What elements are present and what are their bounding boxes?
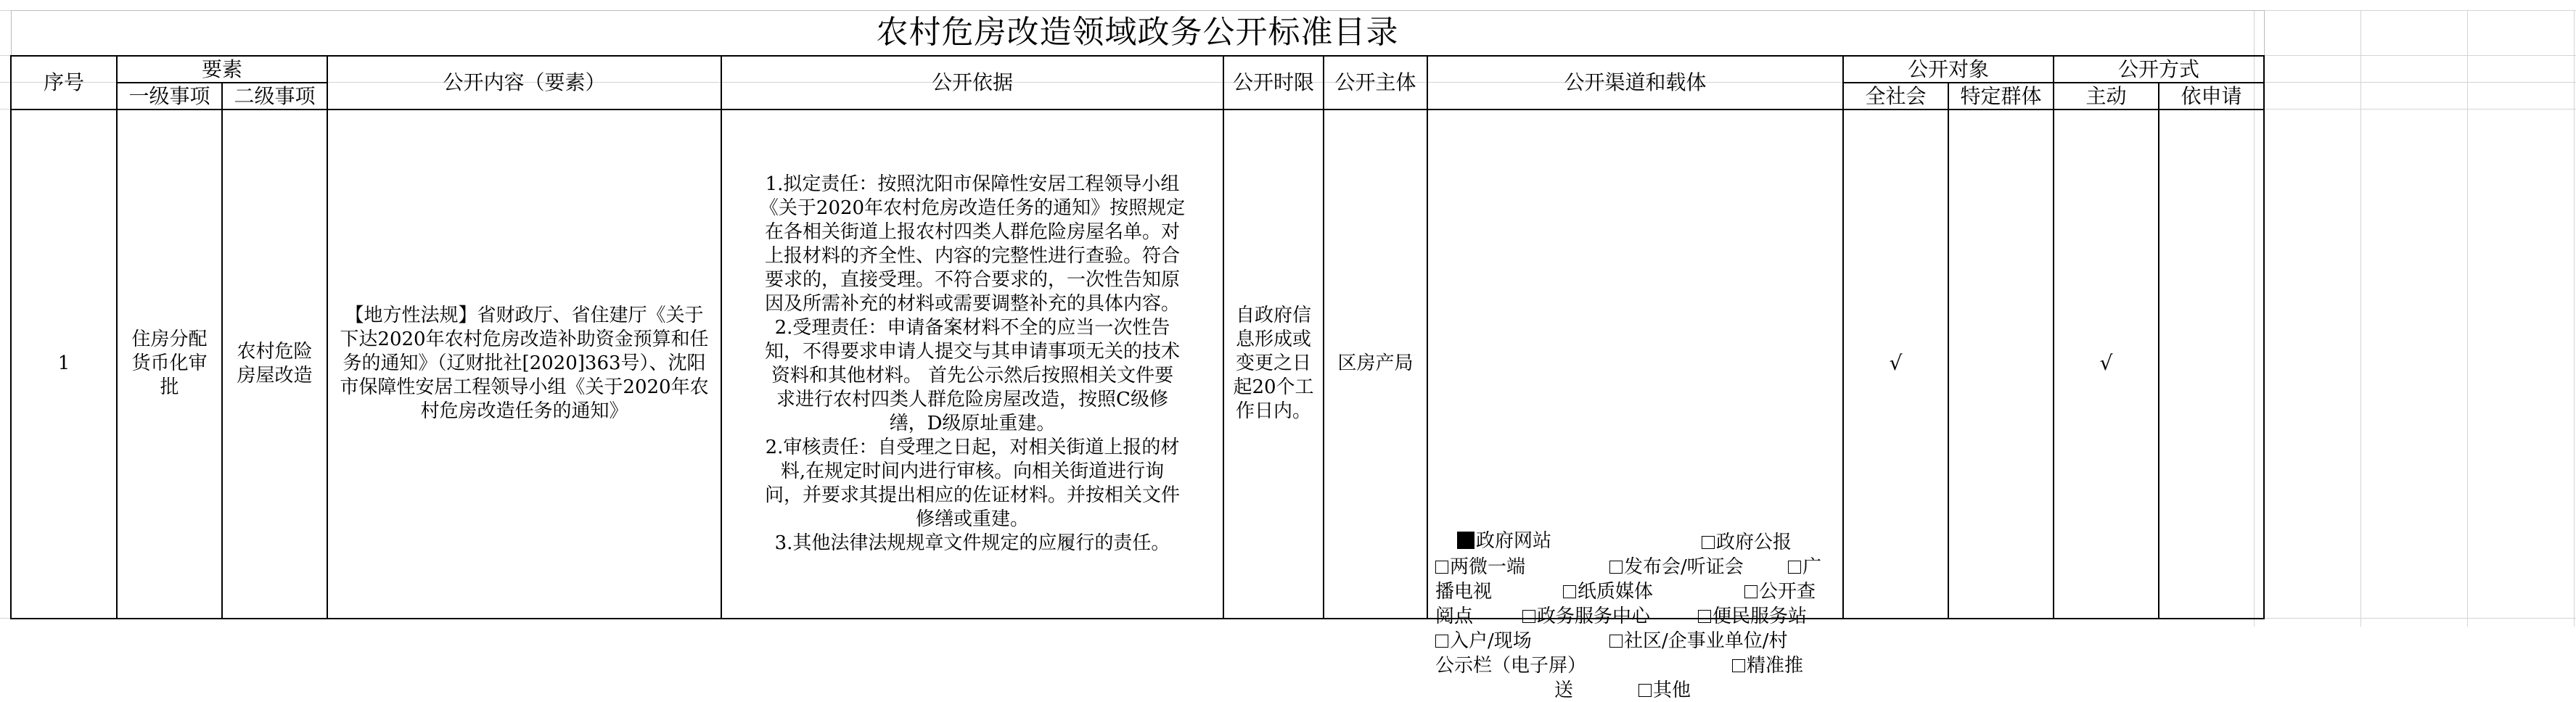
subject-value: 区房产局: [1337, 352, 1414, 374]
checkbox-icon: [1563, 585, 1576, 598]
channel-label: 政府公报: [1716, 531, 1792, 553]
level1-value: 住房分配货币化审批: [131, 329, 208, 398]
level2-value: 农村危险房屋改造: [237, 340, 313, 387]
cell-content: [327, 110, 721, 619]
channel-door: [1435, 629, 1532, 653]
channel-label: 纸质媒体: [1578, 580, 1654, 603]
grid-col-line: [2360, 10, 2361, 627]
basis-line: 上报材料的齐全性、内容的完整性进行查验。符合: [764, 244, 1180, 267]
check-mark: √: [2099, 351, 2113, 375]
channel-reading: [1744, 580, 1816, 603]
channel-label: 政务服务中心: [1537, 605, 1651, 627]
cell-audience-all: [1843, 110, 1948, 619]
checkbox-icon: [1522, 610, 1535, 623]
content-value: 【地方性法规】省财政厅、省住建厅《关于下达2020年农村危房改造补助资金预算和任务的通知》（辽财批社[2020]363号）、沈阳市保障性安居工程领导小组《关于2020年农村危房改造任务的通知》: [340, 305, 709, 422]
seq-value: 1: [57, 352, 70, 374]
checkbox-icon: [1435, 561, 1448, 574]
basis-line: 2.受理责任：申请备案材料不全的应当一次性告: [774, 316, 1170, 339]
time-limit-value: 自政府信息形成或变更之日起20个工作日内。: [1233, 305, 1314, 422]
checkbox-icon: [1698, 610, 1711, 623]
basis-line: 2.审核责任：自受理之日起，对相关街道上报的材: [765, 436, 1180, 458]
channel-label: 送: [1554, 679, 1574, 701]
cell-level1: [117, 110, 222, 619]
basis-text: [722, 173, 1223, 556]
header-seq: 序号: [11, 56, 117, 110]
cell-audience-specific: [1948, 110, 2054, 619]
catalog-table: [10, 10, 2265, 701]
channel-gazette: [1702, 531, 1792, 554]
grid-col-line: [2467, 10, 2468, 627]
channel-label: 政府网站: [1476, 529, 1552, 552]
channel-paper: [1563, 580, 1653, 603]
cell-method-active: [2054, 110, 2159, 619]
checkbox-icon: [1609, 561, 1623, 574]
cell-time-limit: [1223, 110, 1324, 619]
page-title: 农村危房改造领域政务公开标准目录: [11, 11, 2264, 56]
channel-two-micro: [1435, 556, 1525, 579]
checkbox-icon: [1788, 561, 1801, 574]
grid-col-line: [2574, 10, 2575, 627]
channel-push-cont: [1554, 679, 1573, 702]
basis-line: 求进行农村四类人群危险房屋改造，按照C级修: [776, 388, 1168, 410]
channel-other: [1638, 679, 1691, 702]
basis-line: 问，并要求其提出相应的佐证材料。并按相关文件: [764, 484, 1180, 506]
channel-bulletin: [1435, 654, 1586, 677]
header-level2: 二级事项: [222, 83, 327, 110]
cell-level2: [222, 110, 327, 619]
cell-seq: [11, 110, 117, 619]
header-audience-all: 全社会: [1843, 83, 1948, 110]
channel-broadcast: [1788, 556, 1821, 579]
channel-broadcast-cont: [1435, 580, 1492, 603]
channel-label: 播电视: [1435, 580, 1493, 603]
channel-push: [1732, 654, 1803, 677]
cell-channels: [1427, 110, 1843, 701]
checkbox-icon: [1435, 635, 1448, 648]
cell-basis: [721, 110, 1223, 619]
channel-label: 阅点: [1435, 605, 1474, 627]
channel-label: 精准推: [1747, 654, 1804, 677]
header-content: 公开内容（要素）: [327, 56, 721, 110]
channel-label: 社区/企事业单位/村: [1624, 629, 1788, 652]
header-level1: 一级事项: [117, 83, 222, 110]
header-channels: 公开渠道和载体: [1427, 56, 1843, 110]
header-audience: 公开对象: [1843, 56, 2054, 83]
channel-press: [1609, 556, 1744, 579]
channel-label: 公开查: [1759, 580, 1816, 603]
cell-method-request: [2159, 110, 2264, 619]
channel-reading-cont: [1435, 605, 1473, 628]
header-time-limit: 公开时限: [1223, 56, 1324, 110]
basis-line: 1.拟定责任：按照沈阳市保障性安居工程领导小组: [765, 173, 1180, 195]
channel-service-center: [1522, 605, 1650, 628]
basis-line: 《关于2020年农村危房改造任务的通知》按照规定: [759, 197, 1186, 219]
header-subject: 公开主体: [1324, 56, 1427, 110]
basis-line: 3.其他法律法规规章文件规定的应履行的责任。: [774, 532, 1170, 554]
basis-line: 缮，D级原址重建。: [889, 412, 1056, 434]
channel-label: 两微一端: [1450, 556, 1526, 578]
header-basis: 公开依据: [721, 56, 1223, 110]
channel-gov-site: [1457, 529, 1551, 553]
header-method-active: 主动: [2054, 83, 2159, 110]
basis-line: 要求的，直接受理。不符合要求的，一次性告知原: [764, 268, 1180, 291]
basis-line: 修缮或重建。: [915, 508, 1029, 530]
checkbox-icon: [1638, 684, 1652, 697]
cell-subject: [1324, 110, 1427, 619]
basis-line: 知，不得要求申请人提交与其申请事项无关的技术: [764, 340, 1180, 363]
header-method: 公开方式: [2054, 56, 2264, 83]
table-row: [11, 110, 2264, 619]
channel-community: [1609, 629, 1788, 653]
checkbox-icon: [1702, 536, 1715, 549]
checkbox-checked-icon: [1457, 532, 1474, 549]
channel-label: 便民服务站: [1712, 605, 1808, 627]
basis-line: 资料和其他材料。 首先公示然后按照相关文件要: [771, 364, 1174, 387]
basis-line: 因及所需补充的材料或需要调整补充的具体内容。: [764, 292, 1180, 315]
checkbox-icon: [1732, 659, 1745, 672]
channel-label: 其他: [1653, 679, 1691, 701]
header-audience-specific: 特定群体: [1948, 83, 2054, 110]
header-method-request: 依申请: [2159, 83, 2264, 110]
checkbox-icon: [1609, 635, 1623, 648]
channel-convenience: [1698, 605, 1807, 628]
header-elements: 要素: [117, 56, 327, 83]
channel-label: 广: [1802, 556, 1822, 578]
check-mark: √: [1889, 351, 1903, 375]
channel-label: 入户/现场: [1450, 629, 1532, 652]
channel-label: 发布会/听证会: [1624, 556, 1744, 578]
channel-label: 公示栏（电子屏）: [1435, 654, 1587, 677]
basis-line: 在各相关街道上报农村四类人群危险房屋名单。对: [764, 220, 1180, 243]
checkbox-icon: [1744, 585, 1757, 598]
basis-line: 料,在规定时间内进行审核。向相关街道进行询: [780, 460, 1165, 482]
